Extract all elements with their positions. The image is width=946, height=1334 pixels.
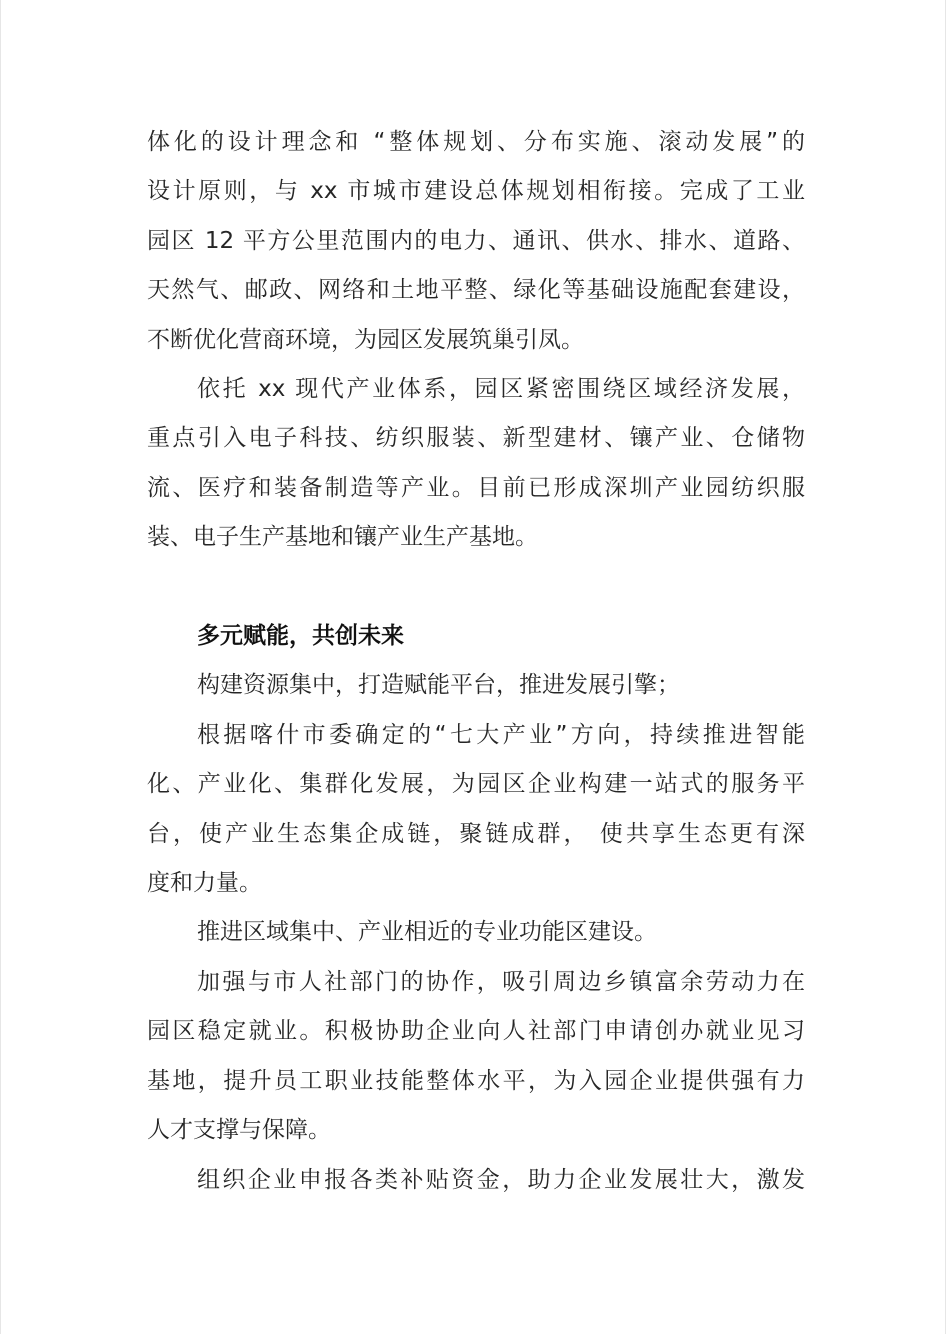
text-line: 天然气、邮政、网络和土地平整、绿化等基础设施配套建设， — [147, 277, 805, 304]
text-line: 重点引入电子科技、纺织服装、新型建材、镶产业、仓储物 — [147, 425, 805, 452]
paragraph-seven-industries — [147, 711, 805, 909]
text-line: 构建资源集中，打造赋能平台，推进发展引擎； — [197, 672, 680, 699]
text-line: 根据喀什市委确定的“七大产业”方向，持续推进智能 — [197, 721, 805, 748]
text-line: 人才支撑与保障。 — [147, 1117, 331, 1144]
text-line: 基地，提升员工职业技能整体水平，为入园企业提供强有力 — [147, 1067, 805, 1094]
text-line: 不断优化营商环境，为园区发展筑巢引凤。 — [147, 326, 584, 353]
text-line: 推进区域集中、产业相近的专业功能区建设。 — [197, 919, 657, 946]
paragraph-functional-zones — [147, 908, 805, 957]
text-line: 组织企业申报各类补贴资金，助力企业发展壮大，激发 — [197, 1166, 805, 1193]
text-line: 园区稳定就业。积极协助企业向人社部门申请创办就业见习 — [147, 1018, 805, 1045]
text-line: 流、医疗和装备制造等产业。目前已形成深圳产业园纺织服 — [147, 474, 805, 501]
paragraph-employment — [147, 958, 805, 1156]
text-line: 台，使产业生态集企成链，聚链成群， 使共享生态更有深 — [147, 820, 805, 847]
blank-line — [147, 563, 805, 612]
paragraph-platform — [147, 661, 805, 710]
paragraph-infrastructure — [147, 118, 805, 365]
text-line: 园区 12 平方公里范围内的电力、通讯、供水、排水、道路、 — [147, 227, 805, 254]
text-line: 度和力量。 — [147, 870, 262, 897]
document-body — [147, 118, 805, 1205]
text-line: 化、产业化、集群化发展，为园区企业构建一站式的服务平 — [147, 771, 805, 798]
text-line: 依托 xx 现代产业体系，园区紧密围绕区域经济发展， — [197, 376, 805, 403]
paragraph-subsidies — [147, 1156, 805, 1205]
text-line: 体化的设计理念和 “整体规划、分布实施、滚动发展”的 — [147, 129, 805, 155]
text-line: 装、电子生产基地和镶产业生产基地。 — [147, 524, 538, 551]
paragraph-industry-system — [147, 365, 805, 563]
text-line: 设计原则，与 xx 市城市建设总体规划相衔接。完成了工业 — [147, 178, 805, 205]
text-line: 加强与市人社部门的协作，吸引周边乡镇富余劳动力在 — [197, 968, 805, 995]
section-heading: 多元赋能，共创未来 — [197, 623, 404, 650]
